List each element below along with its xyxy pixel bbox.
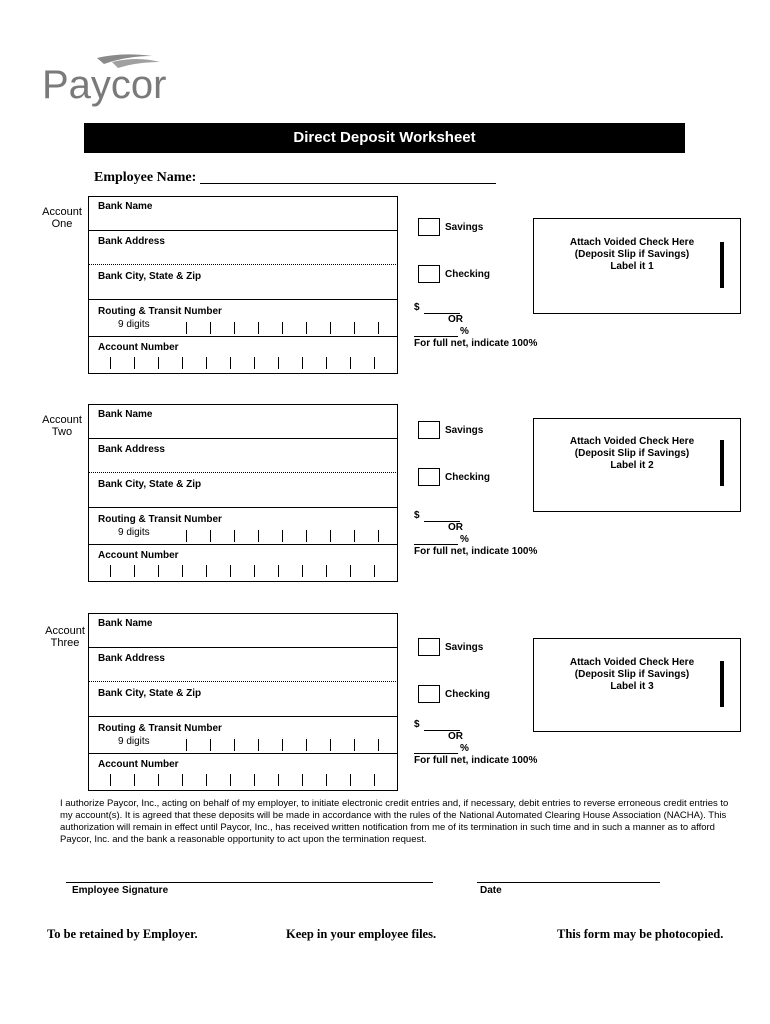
footer-photocopy-note: This form may be photocopied. (557, 927, 724, 941)
bank-address-label: Bank Address (98, 444, 165, 455)
percent-label: % (460, 743, 469, 754)
percent-field[interactable] (414, 753, 458, 754)
footer-files-note: Keep in your employee files. (286, 927, 437, 941)
account-number-label: Account Number (98, 759, 179, 770)
bank-city-label: Bank City, State & Zip (98, 688, 202, 699)
checking-checkbox[interactable] (418, 265, 440, 283)
bank-city-field[interactable] (88, 507, 398, 508)
routing-sub-label: 9 digits (118, 527, 150, 538)
account-number-digit-boxes[interactable] (110, 565, 400, 579)
account-number-digit-boxes[interactable] (110, 774, 400, 788)
account-number-digit-boxes[interactable] (110, 357, 400, 371)
checking-checkbox[interactable] (418, 685, 440, 703)
employee-name-label: Employee Name: (94, 170, 197, 185)
savings-label: Savings (445, 425, 484, 436)
percent-label: % (460, 326, 469, 337)
savings-checkbox[interactable] (418, 421, 440, 439)
account-number-label: Account Number (98, 342, 179, 353)
bank-address-field[interactable] (88, 681, 398, 682)
bank-name-label: Bank Name (98, 201, 153, 212)
bank-address-label: Bank Address (98, 236, 165, 247)
full-net-label: For full net, indicate 100% (414, 338, 538, 349)
bank-address-field[interactable] (88, 472, 398, 473)
percent-field[interactable] (414, 336, 458, 337)
savings-checkbox[interactable] (418, 218, 440, 236)
attach-check-note: Attach Voided Check Here (Deposit Slip if Savings) Label it 2 (569, 436, 695, 471)
authorization-text: I authorize Paycor, Inc., acting on behalf of my employer, to initiate electronic credit entries and, if necessary, debit entries to reverse erroneous credit entries to my account(s). It is agreed that these deposits will be made in accordance with the rules of the National Automated Clearing House Association (NACHA). This authorization will remain in effect until Paycor, Inc., has received written notification from me of its termination in such time and in such a manner as to afford Paycor, Inc. and the bank a reasonable opportunity to act upon the termination request. (60, 798, 729, 845)
attach-check-note: Attach Voided Check Here (Deposit Slip if Savings) Label it 1 (569, 237, 695, 272)
date-label: Date (480, 885, 502, 896)
attach-marker-bar (720, 661, 724, 707)
routing-digit-boxes[interactable] (186, 739, 386, 753)
attach-marker-bar (720, 440, 724, 486)
routing-digit-boxes[interactable] (186, 322, 386, 336)
checking-label: Checking (445, 689, 491, 700)
savings-label: Savings (445, 642, 484, 653)
dollar-label: $ (414, 719, 420, 730)
checking-label: Checking (445, 269, 491, 280)
routing-sub-label: 9 digits (118, 736, 150, 747)
bank-city-label: Bank City, State & Zip (98, 271, 202, 282)
percent-label: % (460, 534, 469, 545)
employee-signature-label: Employee Signature (72, 885, 169, 896)
routing-label: Routing & Transit Number (98, 306, 222, 317)
bank-name-field[interactable] (88, 230, 398, 231)
bank-city-field[interactable] (88, 716, 398, 717)
savings-label: Savings (445, 222, 484, 233)
account-two-label: Account Two (42, 414, 82, 438)
routing-label: Routing & Transit Number (98, 514, 222, 525)
percent-field[interactable] (414, 544, 458, 545)
account-three-label: Account Three (45, 625, 85, 649)
footer-retain-note: To be retained by Employer. (47, 927, 198, 941)
bank-name-label: Bank Name (98, 618, 153, 629)
account-one-label: Account One (42, 206, 82, 230)
checking-checkbox[interactable] (418, 468, 440, 486)
or-label: OR (448, 314, 463, 325)
routing-sub-label: 9 digits (118, 319, 150, 330)
bank-city-label: Bank City, State & Zip (98, 479, 202, 490)
form-title: Direct Deposit Worksheet (84, 123, 685, 153)
savings-checkbox[interactable] (418, 638, 440, 656)
or-label: OR (448, 731, 463, 742)
bank-city-field[interactable] (88, 299, 398, 300)
bank-name-field[interactable] (88, 438, 398, 439)
paycor-logo (42, 50, 192, 110)
bank-address-label: Bank Address (98, 653, 165, 664)
or-label: OR (448, 522, 463, 533)
full-net-label: For full net, indicate 100% (414, 755, 538, 766)
full-net-label: For full net, indicate 100% (414, 546, 538, 557)
routing-digit-boxes[interactable] (186, 530, 386, 544)
account-number-label: Account Number (98, 550, 179, 561)
dollar-label: $ (414, 302, 420, 313)
logo-text: Paycor (42, 63, 167, 107)
bank-address-field[interactable] (88, 264, 398, 265)
employee-name-field[interactable] (200, 183, 496, 184)
employee-signature-field[interactable] (66, 882, 433, 883)
routing-label: Routing & Transit Number (98, 723, 222, 734)
attach-check-note: Attach Voided Check Here (Deposit Slip if Savings) Label it 3 (569, 657, 695, 692)
dollar-label: $ (414, 510, 420, 521)
bank-name-label: Bank Name (98, 409, 153, 420)
checking-label: Checking (445, 472, 491, 483)
attach-marker-bar (720, 242, 724, 288)
bank-name-field[interactable] (88, 647, 398, 648)
date-field[interactable] (477, 882, 660, 883)
